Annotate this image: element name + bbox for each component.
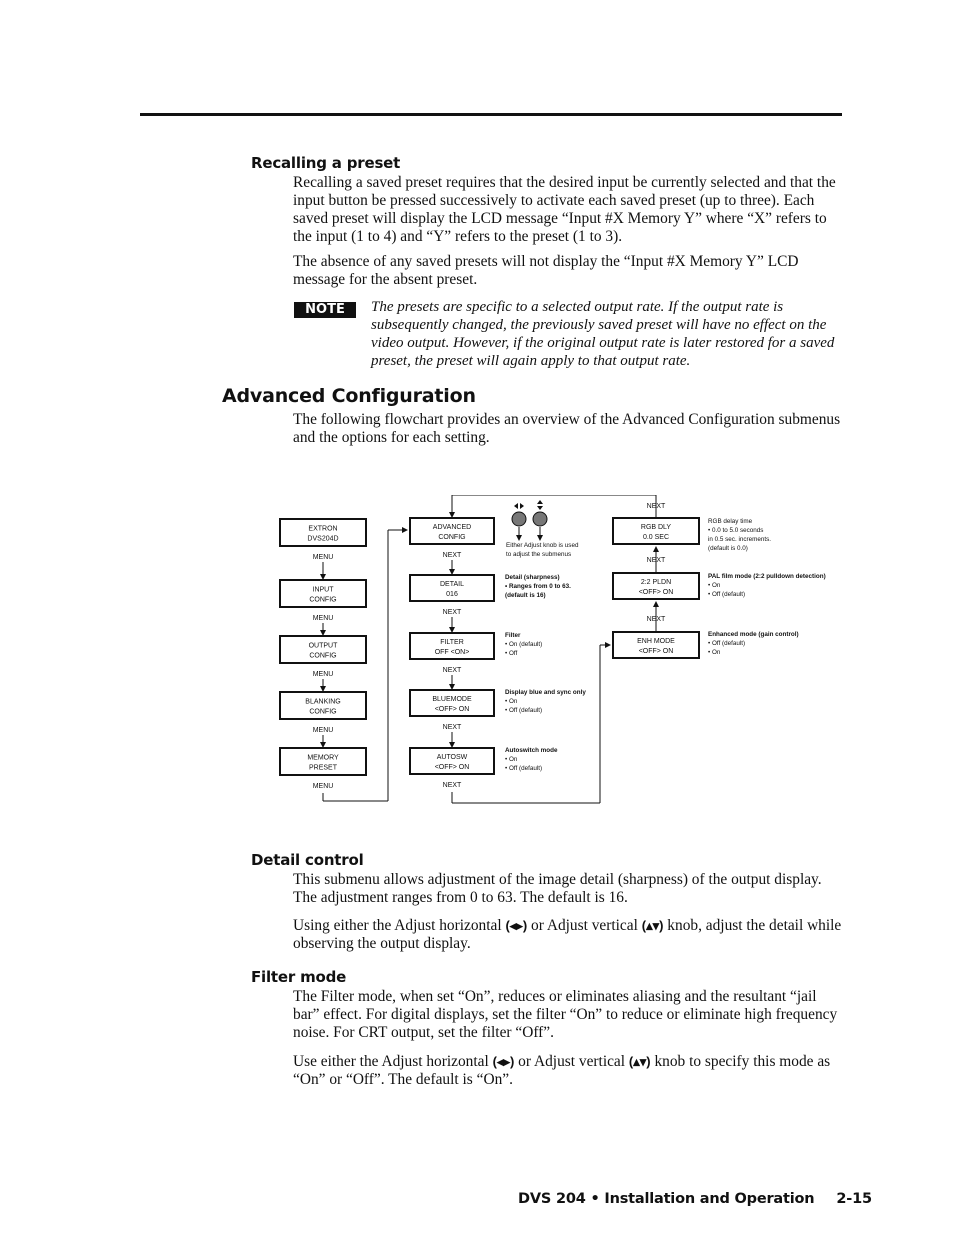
submenu-box-line2: <OFF> ON bbox=[434, 764, 470, 771]
adjust-vertical-knob-icon bbox=[533, 512, 547, 526]
setting-box-line1: RGB DLY bbox=[640, 524, 672, 531]
next-label: NEXT bbox=[442, 609, 462, 616]
pal-desc: • On bbox=[708, 582, 721, 589]
setting-box-line1: 2:2 PLDN bbox=[640, 579, 672, 586]
setting-box-line2: <OFF> ON bbox=[638, 648, 674, 655]
menu-label: MENU bbox=[312, 671, 334, 678]
pal-desc: PAL film mode (2:2 pulldown detection) bbox=[708, 573, 826, 580]
next-label: NEXT bbox=[442, 667, 462, 674]
left-menu-box-line1: MEMORY bbox=[307, 754, 339, 762]
knob-note: Either Adjust knob is used bbox=[506, 542, 579, 549]
rgb-delay-desc: in 0.5 sec. increments. bbox=[708, 536, 771, 543]
left-menu-box-line1: INPUT bbox=[312, 586, 334, 594]
submenu-box-line1: FILTER bbox=[440, 639, 464, 646]
left-menu-box-line1: EXTRON bbox=[308, 525, 338, 533]
autosw-desc: • On bbox=[505, 756, 518, 763]
horizontal-arrows-icon bbox=[514, 503, 524, 509]
submenu-box-line1: BLUEMODE bbox=[432, 696, 472, 703]
next-label: NEXT bbox=[442, 782, 462, 789]
rgb-delay-desc: • 0.0 to 5.0 seconds bbox=[708, 527, 764, 534]
footer-title: DVS 204 • Installation and Operation bbox=[518, 1191, 815, 1207]
adjust-horizontal-icon: (◂▸) bbox=[505, 918, 528, 933]
submenu-box-line2: 016 bbox=[446, 591, 458, 598]
rgb-delay-desc: RGB delay time bbox=[708, 518, 753, 525]
rgb-delay-desc: (default is 0.0) bbox=[708, 545, 748, 552]
detail-heading: Detail control bbox=[251, 851, 364, 869]
bluemode-desc: Display blue and sync only bbox=[505, 689, 586, 696]
next-label: NEXT bbox=[646, 503, 666, 510]
setting-box-line2: <OFF> ON bbox=[638, 589, 674, 596]
filter-paragraph-1: The Filter mode, when set “On”, reduces or eliminates aliasing and the resultant “jail bar” effect. For digital displays, set the filter “On” to reduce or eliminate high frequency noise. For CRT output, set the filter “Off”. bbox=[293, 988, 838, 1041]
setting-box-line2: 0.0 SEC bbox=[642, 534, 670, 541]
autosw-desc: Autoswitch mode bbox=[505, 747, 558, 754]
adjust-vertical-icon: (▴▾) bbox=[628, 1054, 651, 1069]
left-menu-box-line2: DVS204D bbox=[307, 535, 339, 543]
page-footer bbox=[518, 1191, 872, 1207]
menu-label: MENU bbox=[312, 554, 334, 561]
left-menu-box-line1: BLANKING bbox=[305, 698, 341, 706]
adjust-vertical-icon: (▴▾) bbox=[641, 918, 664, 933]
advanced-intro: The following flowchart provides an overview of the Advanced Configuration submenus and the options for each setting. bbox=[293, 411, 841, 446]
left-menu-box-line1: OUTPUT bbox=[308, 642, 338, 650]
submenu-box-line2: CONFIG bbox=[438, 534, 466, 541]
setting-box-line1: ENH MODE bbox=[637, 638, 675, 645]
note-text: The presets are specific to a selected output rate. If the output rate is subsequently changed, the previously saved preset will have no effect on the video output. However, if the original output rate is later restored for a saved preset, the preset will again apply to that output rate. bbox=[371, 299, 835, 369]
recall-paragraph-1: Recalling a saved preset requires that the desired input be currently selected and that the input button be pressed successively to activate each saved preset (up to three). Each saved preset will display the LCD message “Input #X Memory Y” where “X” refers to the input (1 to 4) and “Y” refers to the preset (1 to 3). bbox=[293, 174, 836, 245]
left-menu-box-line2: CONFIG bbox=[309, 596, 337, 604]
submenu-box-line2: OFF <ON> bbox=[434, 649, 470, 656]
next-label: NEXT bbox=[442, 724, 462, 731]
submenu-box-line1: AUTOSW bbox=[436, 754, 468, 761]
page-number: 2-15 bbox=[836, 1191, 872, 1207]
bluemode-desc: • Off (default) bbox=[505, 707, 543, 714]
knob-note: to adjust the submenus bbox=[506, 551, 572, 558]
enh-desc: • On bbox=[708, 649, 721, 656]
submenu-box-line1: ADVANCED bbox=[432, 524, 472, 531]
submenu-box-line1: DETAIL bbox=[440, 581, 464, 588]
filter-paragraph-2: Use either the Adjust horizontal (◂▸) or Adjust vertical (▴▾) knob to specify this mode as “On” or “Off”. The default is “On”. bbox=[293, 1053, 831, 1088]
next-label: NEXT bbox=[442, 552, 462, 559]
advanced-heading: Advanced Configuration bbox=[222, 385, 476, 407]
pal-desc: • Off (default) bbox=[708, 591, 746, 598]
menu-label: MENU bbox=[312, 615, 334, 622]
filter-desc: • Off bbox=[505, 650, 518, 657]
detail-desc: • Ranges from 0 to 63. bbox=[505, 583, 571, 590]
submenu-box-line2: <OFF> ON bbox=[434, 706, 470, 713]
left-menu-box-line2: CONFIG bbox=[309, 708, 337, 716]
left-menu-box-line2: PRESET bbox=[308, 764, 338, 772]
next-label: NEXT bbox=[646, 557, 666, 564]
autosw-desc: • Off (default) bbox=[505, 765, 543, 772]
menu-label: MENU bbox=[312, 727, 334, 734]
filter-desc: Filter bbox=[505, 632, 521, 639]
filter-heading: Filter mode bbox=[251, 968, 347, 986]
adjust-horizontal-icon: (◂▸) bbox=[492, 1054, 515, 1069]
enh-desc: • Off (default) bbox=[708, 640, 746, 647]
detail-desc: (default is 16) bbox=[505, 592, 546, 599]
detail-paragraph-1: This submenu allows adjustment of the image detail (sharpness) of the output display. The adjustment ranges from 0 to 63. The default is 16. bbox=[293, 871, 822, 906]
detail-paragraph-2: Using either the Adjust horizontal (◂▸) or Adjust vertical (▴▾) knob, adjust the detail while observing the output display. bbox=[293, 917, 842, 952]
left-menu-box-line2: CONFIG bbox=[309, 652, 337, 660]
enh-desc: Enhanced mode (gain control) bbox=[708, 631, 799, 638]
adjust-horizontal-knob-icon bbox=[512, 512, 526, 526]
detail-desc: Detail (sharpness) bbox=[505, 574, 560, 581]
note-badge: NOTE bbox=[294, 302, 356, 318]
filter-desc: • On (default) bbox=[505, 641, 543, 648]
bluemode-desc: • On bbox=[505, 698, 518, 705]
menu-label: MENU bbox=[312, 783, 334, 790]
advanced-config-flowchart bbox=[270, 495, 870, 815]
header-rule bbox=[140, 113, 842, 116]
vertical-arrows-icon bbox=[537, 500, 543, 510]
next-label: NEXT bbox=[646, 616, 666, 623]
recall-paragraph-2: The absence of any saved presets will not display the “Input #X Memory Y” LCD message for the absent preset. bbox=[293, 253, 799, 288]
recall-heading: Recalling a preset bbox=[251, 154, 401, 172]
